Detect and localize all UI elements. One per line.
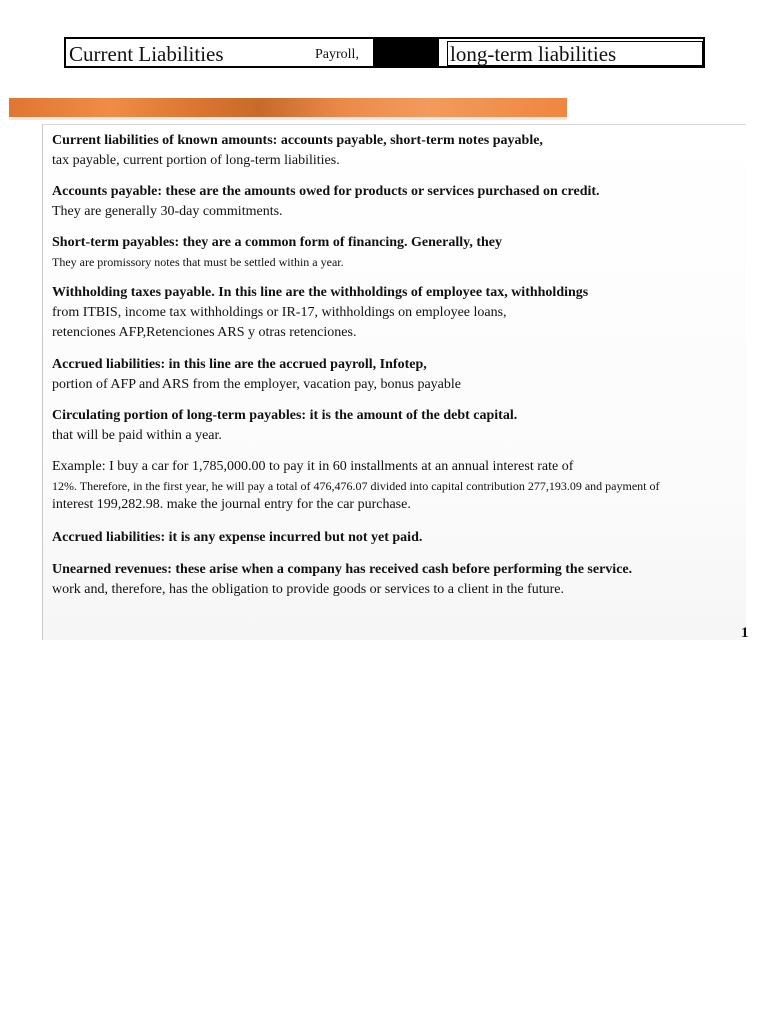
paragraph-heading: Short-term payables: they are a common form of financing. Generally, they — [52, 235, 503, 250]
title-current-liabilities: Current Liabilities — [69, 42, 224, 66]
paragraph-accrued-payroll — [52, 355, 738, 395]
paragraph-text: tax payable, current portion of long-term liabilities. — [52, 153, 340, 168]
paragraph-heading: Unearned revenues: these arise when a company has received cash before performing the service. — [52, 562, 633, 577]
paragraph-heading: Accounts payable: these are the amounts owed for products or services purchased on credit. — [52, 184, 600, 199]
paragraph-accounts-payable — [52, 182, 738, 222]
paragraph-known-amounts — [52, 131, 738, 171]
paragraph-text: 12%. Therefore, in the first year, he will pay a total of 476,476.07 divided into capital contribution 277,193.09 and payment of — [52, 479, 660, 493]
paragraph-heading: Current liabilities of known amounts: accounts payable, short-term notes payable, — [52, 133, 543, 148]
paragraph-text: that will be paid within a year. — [52, 428, 222, 443]
paragraph-withholding-taxes — [52, 283, 738, 343]
paragraph-text: portion of AFP and ARS from the employer, vacation pay, bonus payable — [52, 377, 462, 392]
paragraph-text: interest 199,282.98. make the journal entry for the car purchase. — [52, 497, 411, 512]
title-payroll: Payroll, — [313, 39, 373, 66]
paragraph-text: Example: I buy a car for 1,785,000.00 to pay it in 60 installments at an annual interest rate of — [52, 459, 574, 474]
paragraph-heading: Accrued liabilities: it is any expense incurred but not yet paid. — [52, 530, 423, 545]
paragraph-text: work and, therefore, has the obligation to provide goods or services to a client in the future. — [52, 582, 565, 597]
paragraph-heading: Accrued liabilities: in this line are the accrued payroll, Infotep, — [52, 357, 427, 372]
page-number: 1 — [741, 625, 749, 641]
paragraph-circulating-portion — [52, 406, 738, 446]
paragraph-text: retenciones AFP,Retenciones ARS y otras retenciones. — [52, 325, 357, 340]
title-middle-block — [313, 39, 439, 66]
paragraph-text: They are generally 30-day commitments. — [52, 204, 283, 219]
title-long-term-liabilities: long-term liabilities — [450, 42, 617, 66]
title-bar — [64, 37, 705, 68]
paragraph-text: from ITBIS, income tax withholdings or IR-17, withholdings on employee loans, — [52, 305, 507, 320]
accent-bar-shadow — [9, 117, 567, 120]
title-right-box — [447, 41, 703, 66]
paragraph-example — [52, 457, 738, 515]
paragraph-text: They are promissory notes that must be settled within a year. — [52, 255, 344, 269]
paragraph-unearned-revenues — [52, 560, 738, 600]
content-panel — [42, 124, 746, 640]
paragraph-heading: Withholding taxes payable. In this line are the withholdings of employee tax, withholdings — [52, 285, 589, 300]
paragraph-short-term-payables — [52, 233, 738, 271]
paragraph-accrued-liabilities — [52, 528, 738, 548]
orange-accent-bar — [9, 98, 567, 117]
paragraph-heading: Circulating portion of long-term payables: it is the amount of the debt capital. — [52, 408, 518, 423]
